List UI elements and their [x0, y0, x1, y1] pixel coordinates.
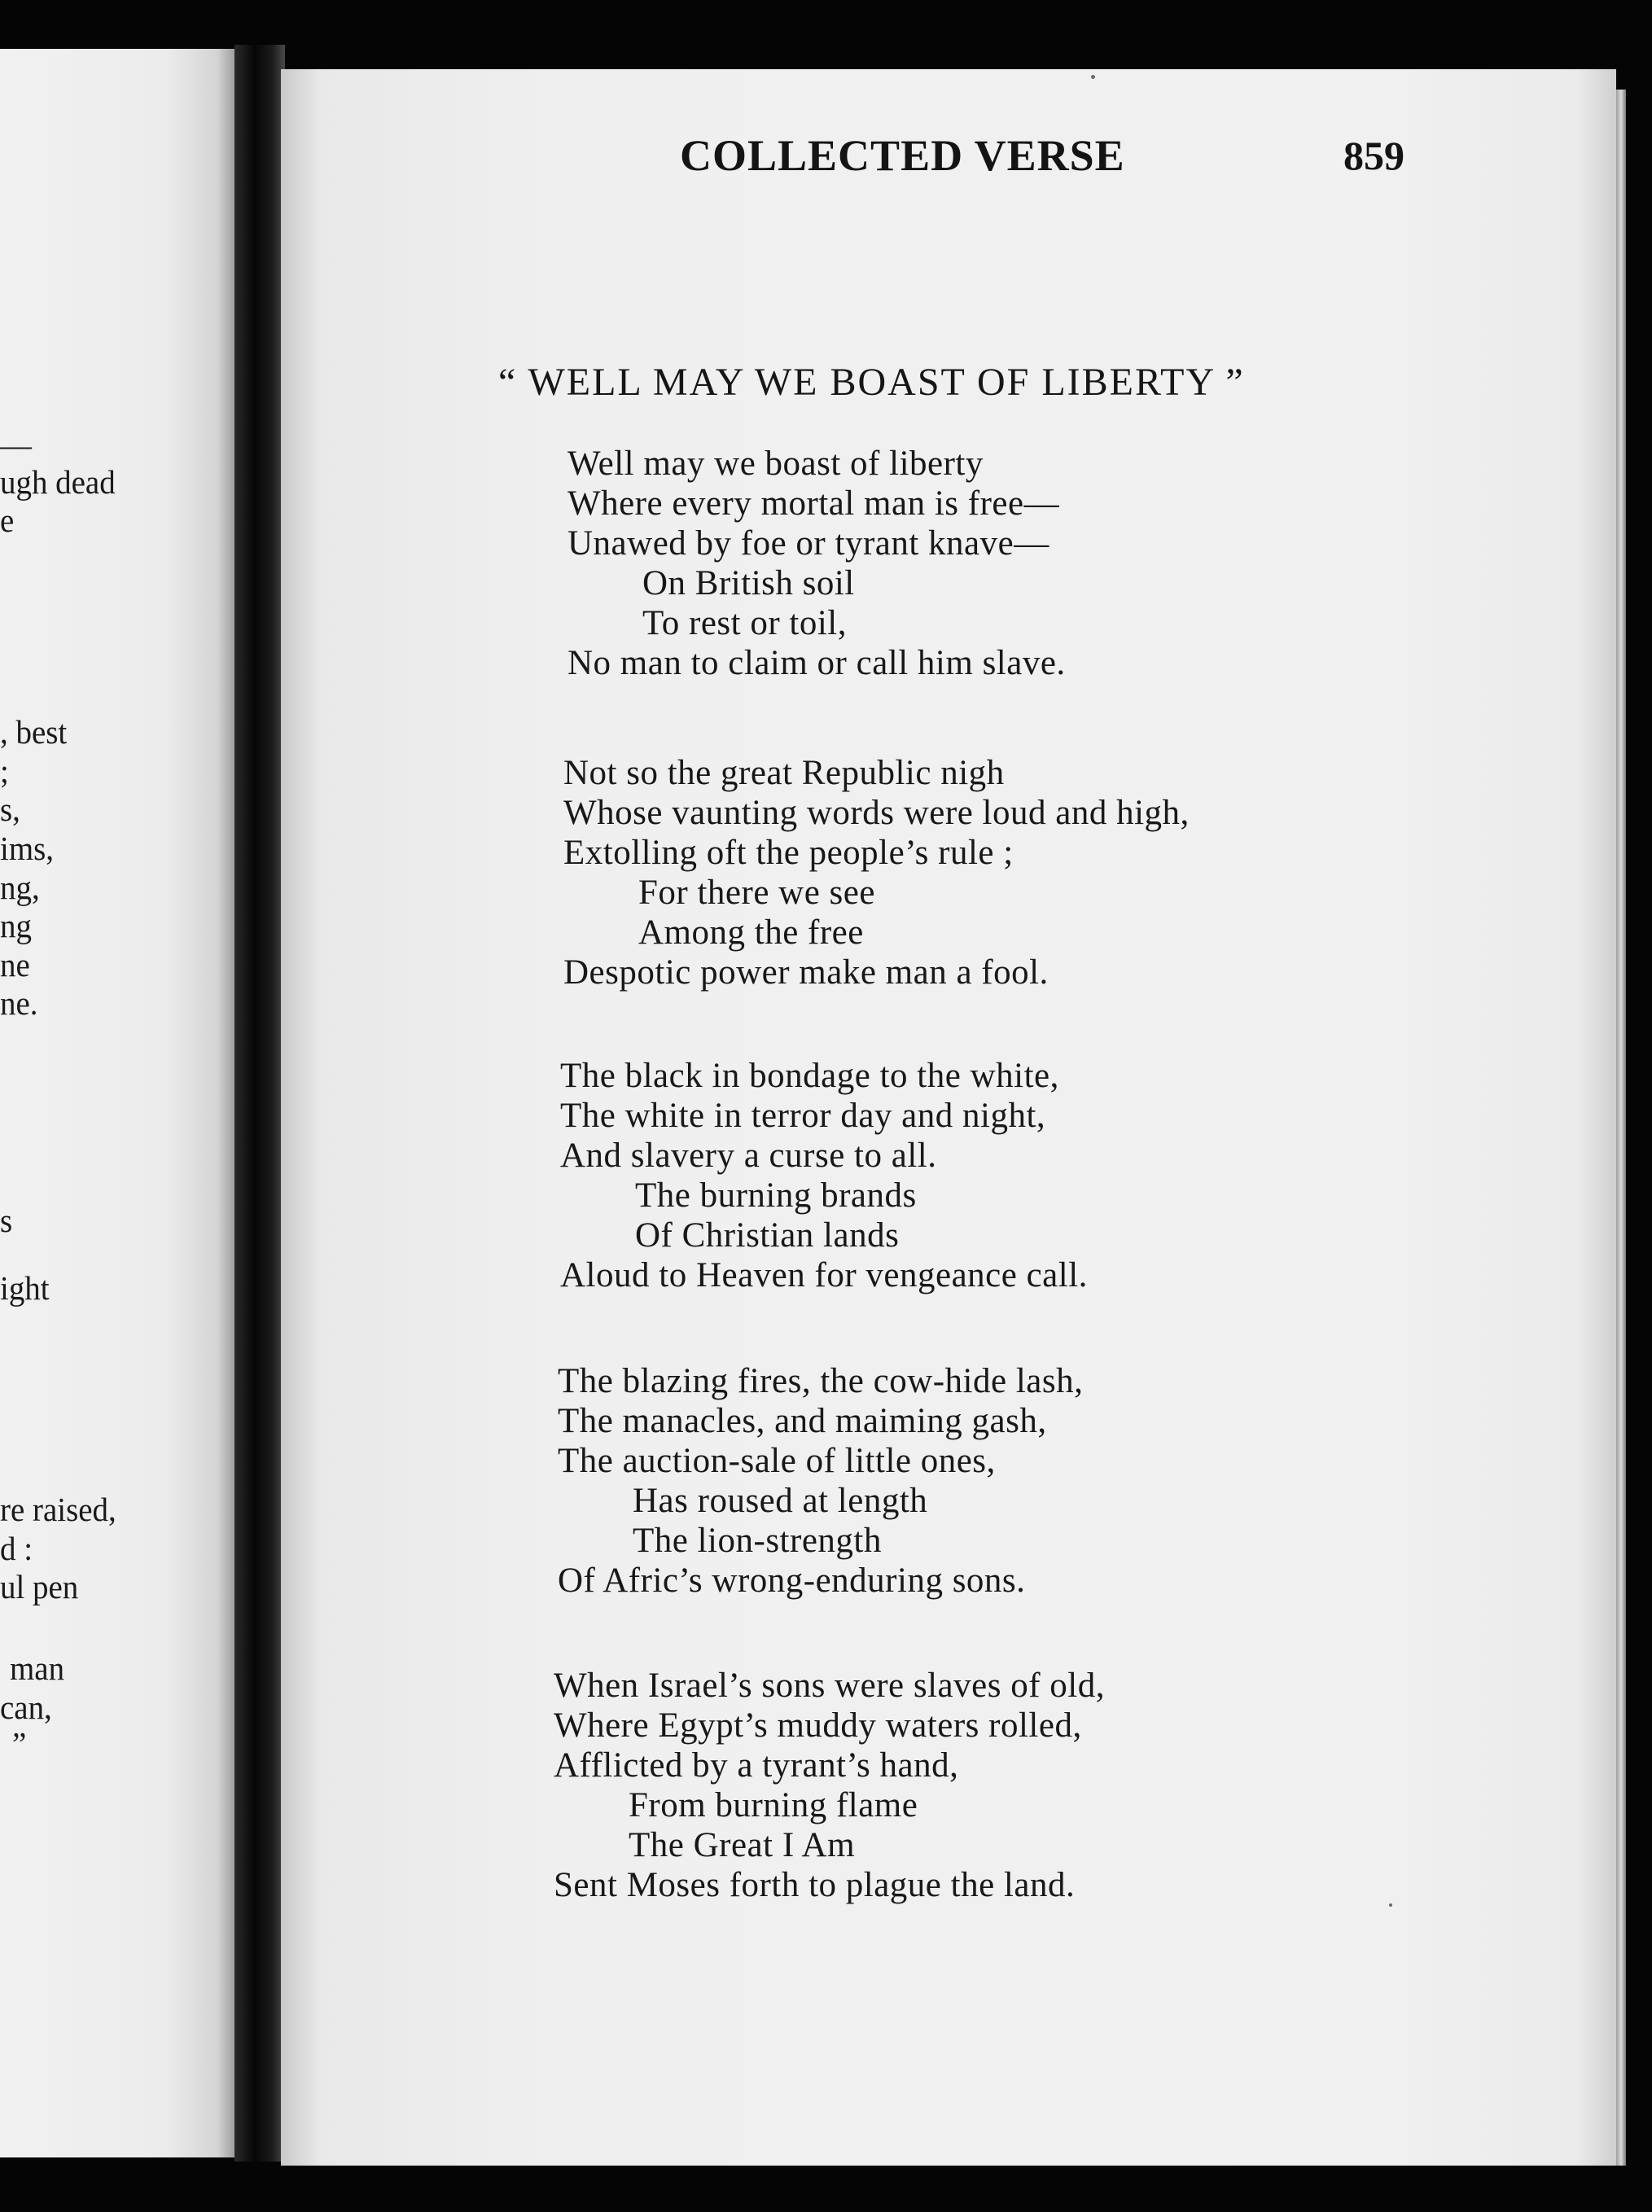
verse-line: On British soil: [642, 564, 855, 602]
page-number: 859: [1343, 133, 1404, 178]
verse-line: For there we see: [638, 874, 875, 912]
verse-line: When Israel’s sons were slaves of old,: [554, 1667, 1105, 1705]
verse-line: Where Egypt’s muddy waters rolled,: [554, 1706, 1082, 1745]
left-page-fragment: ng: [0, 907, 32, 944]
left-page-fragment: ight: [0, 1269, 50, 1307]
stanza-2: [563, 753, 1190, 992]
print-speck: [1091, 75, 1095, 79]
left-page-fragment: —: [0, 426, 32, 463]
verse-line: And slavery a curse to all.: [560, 1137, 937, 1175]
verse-line: Of Afric’s wrong-enduring sons.: [558, 1562, 1026, 1600]
left-page-fragment: ul pen: [0, 1568, 79, 1605]
verse-line: Unawed by foe or tyrant knave—: [567, 524, 1049, 563]
stanza-1: [567, 444, 1066, 683]
verse-line: Among the free: [638, 913, 864, 952]
left-page-fragment: ng,: [0, 869, 40, 906]
verse-line: The white in terror day and night,: [560, 1097, 1046, 1135]
verse-line: Whose vaunting words were loud and high,: [563, 794, 1190, 832]
left-page-fragment: ims,: [0, 830, 55, 867]
left-page-fragment: ”: [12, 1725, 27, 1763]
left-page-fragment: e: [0, 502, 15, 539]
verse-line: Aloud to Heaven for vengeance call.: [560, 1256, 1088, 1294]
verse-line: To rest or toil,: [642, 604, 848, 642]
left-page-fragment: , best: [0, 713, 68, 751]
stanza-3: [560, 1056, 1088, 1295]
verse-line: The burning brands: [635, 1176, 917, 1215]
left-facing-page: [0, 49, 236, 2157]
page-edge: [1616, 90, 1626, 2166]
left-page-fragment: ne: [0, 946, 30, 983]
verse-line: The black in bondage to the white,: [560, 1057, 1059, 1095]
book-gutter: [234, 45, 285, 2162]
verse-line: Well may we boast of liberty: [567, 445, 984, 483]
verse-line: From burning flame: [629, 1786, 918, 1824]
verse-line: No man to claim or call him slave.: [567, 644, 1066, 682]
verse-line: The auction-sale of little ones,: [558, 1442, 996, 1480]
running-title: COLLECTED VERSE: [680, 131, 1125, 180]
verse-line: The blazing fires, the cow-hide lash,: [558, 1362, 1084, 1400]
verse-line: Extolling oft the people’s rule ;: [563, 834, 1014, 872]
verse-line: Despotic power make man a fool.: [563, 953, 1049, 992]
verse-line: Afflicted by a tyrant’s hand,: [554, 1746, 959, 1785]
left-page-fragment: s,: [0, 791, 20, 828]
poem-title: “ WELL MAY WE BOAST OF LIBERTY ”: [498, 361, 1245, 404]
verse-line: Where every mortal man is free—: [567, 484, 1060, 523]
left-page-fragment: ugh dead: [0, 463, 116, 501]
left-page-fragment: ne.: [0, 984, 38, 1022]
verse-line: The lion-strength: [633, 1522, 882, 1560]
verse-line: The manacles, and maiming gash,: [558, 1402, 1047, 1440]
verse-line: Not so the great Republic nigh: [563, 754, 1005, 792]
stanza-4: [558, 1361, 1083, 1601]
left-page-fragment: d :: [0, 1530, 33, 1567]
stanza-5: [554, 1666, 1105, 1905]
verse-line: Has roused at length: [633, 1482, 928, 1520]
verse-line: Sent Moses forth to plague the land.: [554, 1866, 1076, 1904]
running-header: [399, 130, 1441, 195]
left-page-fragment: man: [10, 1649, 65, 1687]
verse-line: Of Christian lands: [635, 1216, 900, 1255]
left-page-fragment: can,: [0, 1689, 52, 1726]
left-page-fragment: ;: [0, 752, 9, 790]
left-page-fragment: s: [0, 1202, 13, 1239]
left-page-fragment: re raised,: [0, 1491, 116, 1528]
print-speck: [1389, 1903, 1392, 1907]
verse-line: The Great I Am: [629, 1826, 856, 1864]
